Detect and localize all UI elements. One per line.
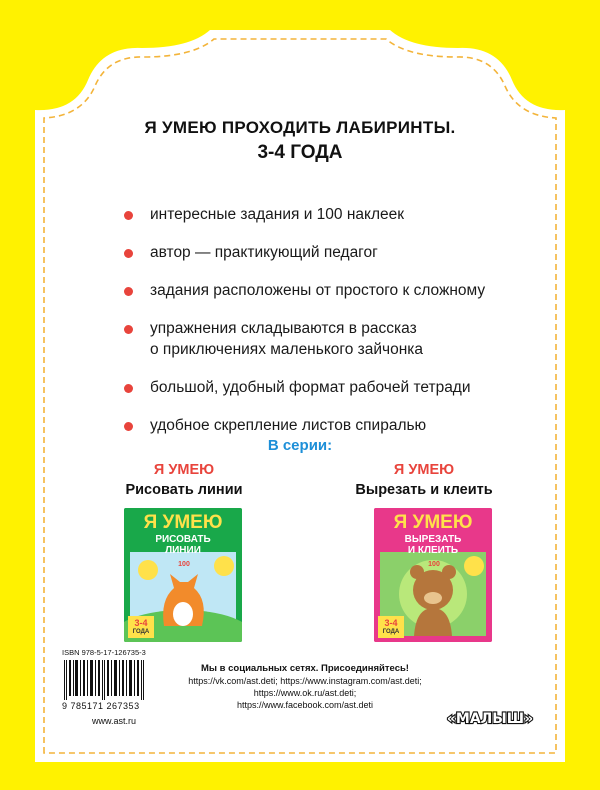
bullet-icon bbox=[124, 384, 133, 393]
feature-item: большой, удобный формат рабочей тетради bbox=[124, 379, 564, 397]
barcode-bars bbox=[64, 660, 144, 700]
series-book-brand: Я УМЕЮ bbox=[153, 462, 215, 478]
series-book-name: Вырезать и клеить bbox=[355, 482, 493, 498]
publisher-logo-text: «МАЛЫШ» bbox=[446, 711, 534, 727]
bullet-icon bbox=[124, 287, 133, 296]
website-link[interactable]: www.ast.ru bbox=[92, 716, 137, 726]
cover-badge: 100 bbox=[178, 561, 190, 568]
cover-sun bbox=[138, 560, 158, 580]
cover-title: Я УМЕЮ bbox=[143, 512, 223, 533]
cover-age: 3-4 bbox=[384, 618, 398, 628]
social-links bbox=[160, 663, 450, 711]
bear-muzzle bbox=[424, 592, 442, 604]
bullet-icon bbox=[124, 249, 133, 258]
social-link[interactable]: https://www.ok.ru/ast.deti; bbox=[253, 688, 357, 698]
social-link[interactable]: https://vk.com/ast.deti; https://www.instagram.com/ast.deti; bbox=[188, 676, 422, 686]
badge-circle bbox=[214, 556, 234, 576]
feature-item-continuation: о приключениях маленького зайчонка bbox=[150, 341, 424, 358]
feature-list bbox=[124, 196, 564, 435]
bullet-icon bbox=[124, 325, 133, 334]
cover-subtitle-2: ЛИНИИ bbox=[165, 545, 201, 556]
series-heading: В серии: bbox=[267, 437, 333, 454]
cover-title: Я УМЕЮ bbox=[393, 512, 473, 533]
feature-item: задания расположены от простого к сложному bbox=[124, 282, 564, 300]
cover-subtitle-1: РИСОВАТЬ bbox=[155, 534, 211, 545]
book-title: Я УМЕЮ ПРОХОДИТЬ ЛАБИРИНТЫ. bbox=[144, 118, 456, 137]
bullet-icon bbox=[124, 422, 133, 431]
cover-subtitle-1: ВЫРЕЗАТЬ bbox=[404, 534, 462, 545]
cover-age: 3-4 bbox=[134, 618, 148, 628]
badge-circle bbox=[464, 556, 484, 576]
bullet-icon bbox=[124, 211, 133, 220]
book-cover-draw-lines bbox=[124, 508, 242, 642]
cover-age-label: ГОДА bbox=[382, 629, 400, 635]
cover-age-label: ГОДА bbox=[132, 629, 150, 635]
feature-item: упражнения складываются в рассказ bbox=[124, 320, 564, 338]
barcode-icon bbox=[62, 660, 148, 700]
feature-item: интересные задания и 100 наклеек bbox=[124, 206, 564, 224]
publisher-logo bbox=[440, 707, 540, 729]
fox-belly bbox=[173, 602, 193, 626]
series-book-name: Рисовать линии bbox=[125, 482, 243, 498]
series-book-brand: Я УМЕЮ bbox=[393, 462, 455, 478]
cover-badge: 100 bbox=[428, 561, 440, 568]
feature-item: автор — практикующий педагог bbox=[124, 244, 564, 262]
barcode-number: 9 785171 267353 bbox=[62, 701, 140, 711]
feature-item: удобное скрепление листов спиралью bbox=[124, 417, 564, 435]
social-link[interactable]: https://www.facebook.com/ast.deti bbox=[236, 700, 374, 710]
social-heading: Мы в социальных сетях. Присоединяйтесь! bbox=[201, 663, 409, 674]
cover-subtitle-2: И КЛЕИТЬ bbox=[407, 545, 459, 556]
isbn-text: ISBN 978-5-17-126735-3 bbox=[62, 648, 146, 657]
book-cover-cut-glue bbox=[374, 508, 492, 642]
book-age: 3-4 ГОДА bbox=[257, 142, 343, 163]
